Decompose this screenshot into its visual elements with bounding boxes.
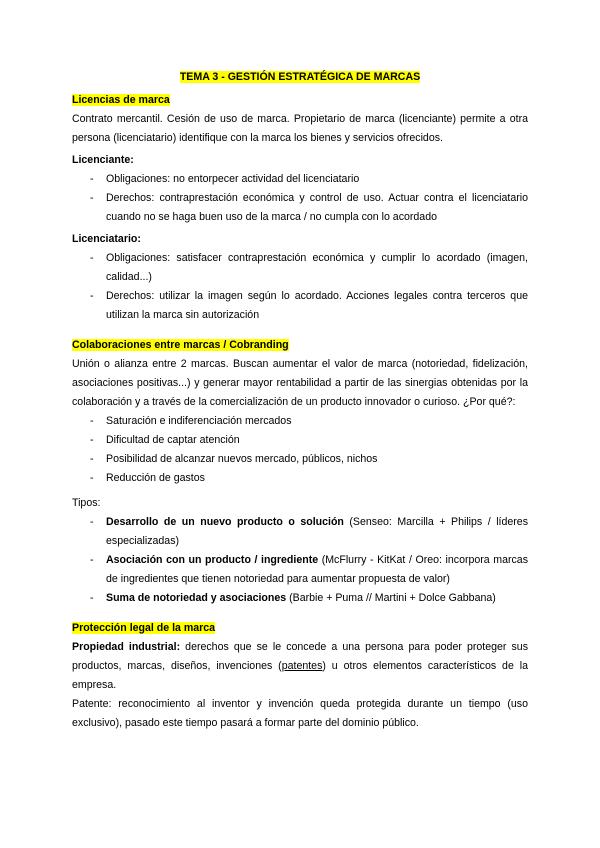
licenciatario-list <box>72 249 528 325</box>
list-item: - Derechos: utilizar la imagen según lo acordado. Acciones legales contra terceros que utilizan la marca sin autorización <box>72 287 528 325</box>
list-item: - Dificultad de captar atención <box>72 431 528 450</box>
licencias-intro: Contrato mercantil. Cesión de uso de marca. Propietario de marca (licenciante) permite a otra persona (licenciatario) identifique con la marca los bienes y servicios ofrecidos. <box>72 113 528 144</box>
list-item: - Derechos: contraprestación económica y control de uso. Actuar contra el licenciatario cuando no se haga buen uso de la marca / no cumpla con lo acordado <box>72 189 528 227</box>
list-item: - Posibilidad de alcanzar nuevos mercado, públicos, nichos <box>72 450 528 469</box>
patentes-link[interactable]: patentes <box>281 660 323 672</box>
list-item: - Asociación con un producto / ingrediente (McFlurry - KitKat / Oreo: incorpora marcas de ingredientes que tienen notoriedad para aumentar propuesta de valor) <box>72 551 528 589</box>
reasons-list <box>72 412 528 488</box>
propiedad-industrial: Propiedad industrial: derechos que se le concede a una persona para poder proteger sus productos, marcas, diseños, invenciones (patentes) u otros elementos característicos de la empresa. <box>72 641 528 691</box>
tipos-label: Tipos: <box>72 497 101 509</box>
licenciante-list <box>72 170 528 227</box>
document-page <box>72 68 528 733</box>
list-item: - Desarrollo de un nuevo producto o solución (Senseo: Marcilla + Philips / líderes especializadas) <box>72 513 528 551</box>
patente-definition: Patente: reconocimiento al inventor y invención queda protegida durante un tiempo (uso exclusivo), pasado este tiempo pasará a formar parte del dominio público. <box>72 698 528 729</box>
section-heading-cobranding: Colaboraciones entre marcas / Cobranding <box>72 339 289 351</box>
licenciante-label: Licenciante: <box>72 154 134 166</box>
document-title: TEMA 3 - GESTIÓN ESTRATÉGICA DE MARCAS <box>179 71 421 83</box>
list-item: - Obligaciones: no entorpecer actividad del licenciatario <box>72 170 528 189</box>
section-heading-proteccion: Protección legal de la marca <box>72 622 216 634</box>
section-heading-licencias: Licencias de marca <box>72 94 170 106</box>
list-item: - Saturación e indiferenciación mercados <box>72 412 528 431</box>
list-item: - Suma de notoriedad y asociaciones (Barbie + Puma // Martini + Dolce Gabbana) <box>72 589 528 608</box>
list-item: - Obligaciones: satisfacer contraprestación económica y cumplir lo acordado (imagen, calidad...) <box>72 249 528 287</box>
cobranding-intro: Unión o alianza entre 2 marcas. Buscan aumentar el valor de marca (notoriedad, fidelización, asociaciones positivas...) y generar mayor rentabilidad a partir de las sinergias obtenidas por la colaboración y a través de la comercialización de un producto innovador o curioso. ¿Por qué?: <box>72 358 528 408</box>
licenciatario-label: Licenciatario: <box>72 233 141 245</box>
list-item: - Reducción de gastos <box>72 469 528 488</box>
tipos-list <box>72 513 528 608</box>
